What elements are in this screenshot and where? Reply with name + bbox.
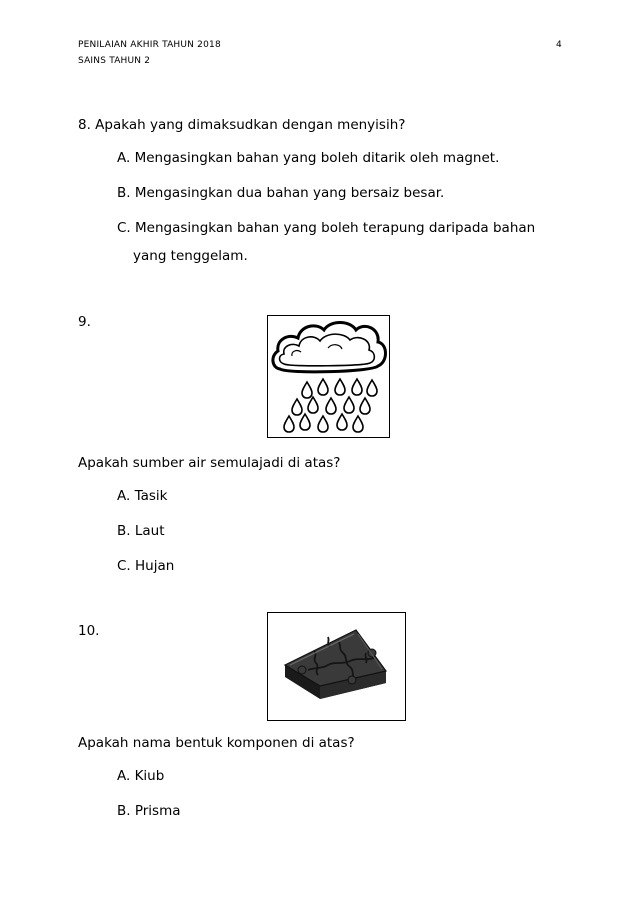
question-10-option-b: B. Prisma: [117, 803, 181, 819]
question-8-option-b: B. Mengasingkan dua bahan yang bersaiz besar.: [117, 185, 445, 201]
question-8-option-c: C. Mengasingkan bahan yang boleh terapung daripada bahan: [117, 220, 536, 236]
question-9-option-c: C. Hujan: [117, 558, 175, 574]
header-subtitle: SAINS TAHUN 2: [78, 56, 151, 66]
question-8-text: 8. Apakah yang dimaksudkan dengan menyisih?: [78, 117, 406, 133]
question-8-option-a: A. Mengasingkan bahan yang boleh ditarik oleh magnet.: [117, 150, 500, 166]
question-10-text: Apakah nama bentuk komponen di atas?: [78, 735, 355, 751]
question-9-option-b: B. Laut: [117, 523, 165, 539]
rain-cloud-image: [267, 315, 390, 438]
puzzle-prism-image: [267, 612, 406, 721]
question-9-option-a: A. Tasik: [117, 488, 168, 504]
rain-cloud-icon: [268, 316, 389, 437]
question-9-number: 9.: [78, 314, 91, 330]
question-10-number: 10.: [78, 623, 100, 639]
header-title: PENILAIAN AKHIR TAHUN 2018: [78, 40, 221, 50]
question-9-text: Apakah sumber air semulajadi di atas?: [78, 455, 341, 471]
question-8-option-c-continuation: yang tenggelam.: [133, 248, 248, 264]
question-10-option-a: A. Kiub: [117, 768, 165, 784]
puzzle-prism-icon: [268, 613, 405, 720]
page-number: 4: [556, 40, 562, 50]
